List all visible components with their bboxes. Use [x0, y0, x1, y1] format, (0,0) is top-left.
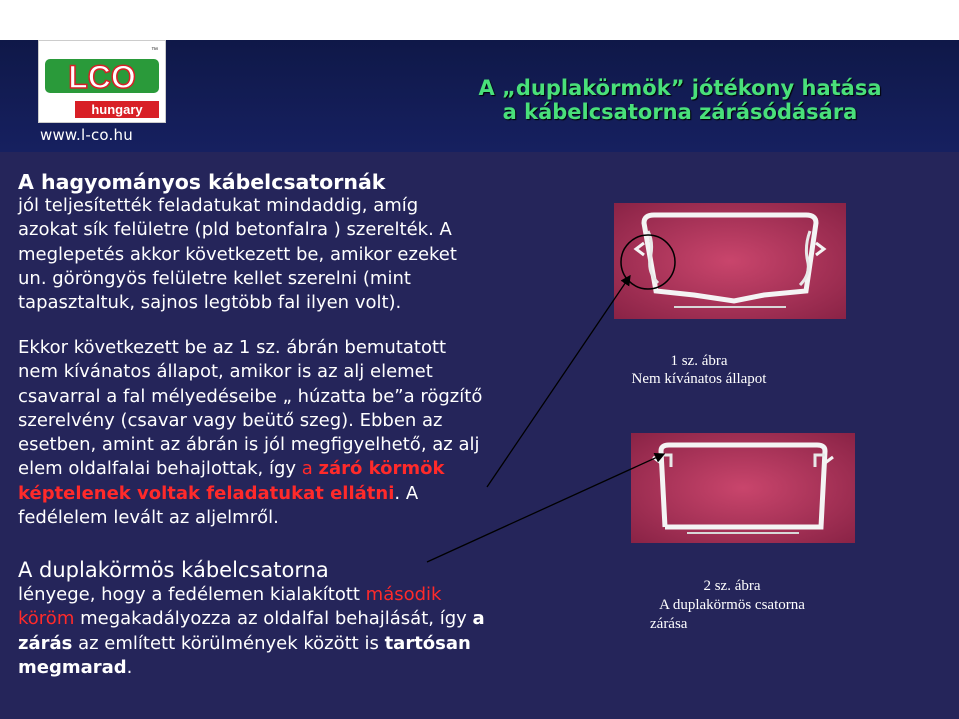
highlight-text: a	[301, 458, 319, 480]
arrow-to-figure-2	[427, 454, 664, 562]
caption-line: 1 sz. ábra	[670, 353, 728, 369]
highlight-text: köröm	[18, 608, 75, 630]
bold-text: tartósan	[384, 632, 471, 654]
caption-line: Nem kívánatos állapot	[631, 371, 767, 387]
logo-tm: ™	[151, 47, 158, 54]
text-run: lényege, hogy a fedélemen kialakított	[18, 584, 366, 605]
highlight-circle	[621, 235, 675, 289]
text-line: azokat sík felületre (pld betonfalra ) szerelték. A	[18, 219, 452, 241]
title-line-1: A „duplakörmök” jótékony hatása	[478, 76, 882, 100]
caption-line: A duplakörmös csatorna	[659, 597, 805, 613]
figure-1-caption	[604, 352, 794, 388]
caption-line: zárása	[650, 616, 688, 632]
text-line: jól teljesítették feladatukat mindaddig, amíg	[18, 195, 419, 216]
text-line: szerelvény (csavar vagy beütő szeg). Ebben az	[18, 409, 443, 431]
text-run: . A	[394, 482, 419, 504]
text-line: csavarral a fal mélyedéseibe „ húzatta be”a rögzítő	[18, 385, 483, 407]
text-line: fedélelem levált az aljelmről.	[18, 507, 279, 529]
website-url[interactable]: www.l-co.hu	[40, 126, 133, 144]
bold-text: zárás	[18, 632, 73, 654]
section-heading: A duplakörmös kábelcsatorna	[18, 558, 329, 582]
text-line: esetben, amint az ábrán is jól megfigyelhető, az alj	[18, 434, 480, 456]
text-line: nem kívánatos állapot, amikor is az alj elemet	[18, 361, 433, 383]
text-line: tapasztaltuk, sajnos legtöbb fal ilyen volt).	[18, 292, 402, 314]
title-line-2: a kábelcsatorna zárásódására	[502, 100, 858, 124]
highlight-text: második	[365, 584, 442, 605]
text-line: Ekkor következett be az 1 sz. ábrán bemutatott	[18, 337, 447, 358]
text-run: megakadályozza az oldalfal behajlását, így	[74, 608, 473, 630]
text-run: .	[126, 656, 133, 678]
logo-subtext: hungary	[91, 102, 143, 117]
highlight-text: záró körmök	[318, 458, 445, 480]
caption-line: 2 sz. ábra	[703, 578, 761, 594]
text-run: elem oldalfalai behajlottak, így	[18, 458, 302, 480]
highlight-text: képtelenek voltak feladatukat ellátni	[18, 482, 395, 504]
section-heading: A hagyományos kábelcsatornák	[18, 170, 386, 194]
text-run: az említett körülmények között is	[72, 632, 385, 654]
text-line: un. göröngyös felületre kellet szerelni (mint	[18, 267, 411, 289]
bold-text: megmarad	[18, 656, 127, 678]
logo-text: LCO	[68, 59, 136, 95]
text-line: meglepetés akkor következett be, amikor ezeket	[18, 243, 457, 265]
figure-2-caption	[632, 577, 832, 634]
bold-text: a	[472, 608, 485, 630]
